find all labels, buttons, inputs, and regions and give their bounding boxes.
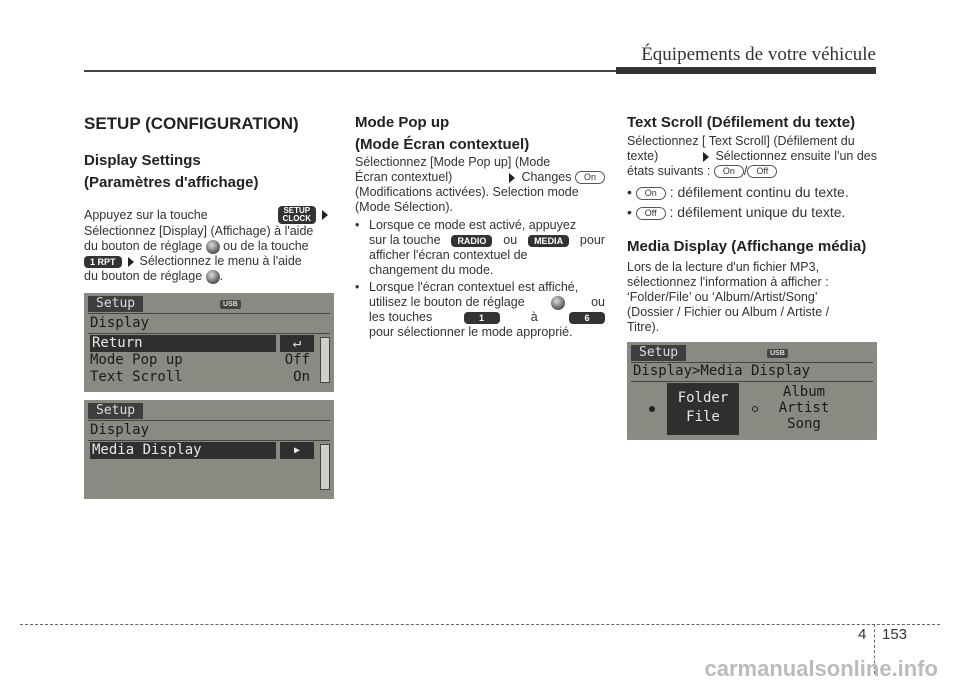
page-number: 153 xyxy=(882,626,908,643)
header-rule-accent xyxy=(616,67,876,74)
radio-button-icon: RADIO xyxy=(451,235,492,247)
off-button-icon: Off xyxy=(636,207,666,220)
radio-unselected-icon xyxy=(752,406,758,412)
media-display-screen xyxy=(627,342,877,440)
mode-popup-bullets: • Lorsque ce mode est activé, appuyez sur la touche RADIO ou MEDIA pour afficher l'écran contextuel de changement du mode. • Lorsque l'écran contextuel est affiché, utilisez le bouton de réglage ou les touches 1 à 6 pour sélectionner le mode approprié. xyxy=(355,218,605,339)
section-title: Équipements de votre véhicule xyxy=(641,44,876,65)
media-display-heading: Media Display (Affichange média) xyxy=(627,238,867,255)
display-settings-heading: Display Settings (Paramètres d'affichage) xyxy=(84,152,259,191)
radio-selected-icon xyxy=(649,406,655,412)
tune-knob-icon xyxy=(206,270,220,284)
on-button-icon: On xyxy=(714,165,744,178)
screen-scrollbar xyxy=(320,337,330,383)
screen-tab: Setup xyxy=(88,403,143,419)
screen-row-return: Return xyxy=(90,335,276,352)
screen-row-media-display: Media Display xyxy=(90,442,276,459)
arrow-icon xyxy=(128,257,134,267)
on-button-icon: On xyxy=(575,171,605,184)
screen-row-text-scroll: Text Scroll On xyxy=(90,369,310,385)
setup-clock-button-icon: SETUP CLOCK xyxy=(278,206,316,224)
text-scroll-options: • On : défilement continu du texte. • Off : défilement unique du texte. xyxy=(627,184,849,220)
option-album-artist-song: Album Artist Song xyxy=(778,384,830,432)
setup-screen-media xyxy=(84,400,334,499)
on-button-icon: On xyxy=(636,187,666,200)
text-scroll-heading: Text Scroll (Défilement du texte) xyxy=(627,114,856,131)
footer-rule xyxy=(20,624,940,625)
screen-row-mode-popup: Mode Pop up Off xyxy=(90,352,310,368)
button-1-icon: 1 xyxy=(464,312,500,324)
watermark: carmanualsonline.info xyxy=(704,656,938,681)
button-6-icon: 6 xyxy=(569,312,605,324)
mode-popup-paragraph: Sélectionnez [Mode Pop up] (Mode Écran contextuel) Changes On (Modifications activées). Selection mode (Mode Sélection). xyxy=(355,155,605,215)
screen-scrollbar xyxy=(320,444,330,490)
screen-tab: Setup xyxy=(88,296,143,312)
rpt-button-icon: 1 RPT xyxy=(84,256,122,268)
display-settings-paragraph: Appuyez sur la touche SETUP CLOCK Sélectionnez [Display] (Affichage) à l'aide du bouton de réglage ou de la touche 1 RPT Sélectionnez le menu à l'aide du bouton de réglage . xyxy=(84,206,334,284)
screen-row-title: Display xyxy=(90,422,150,438)
arrow-right-icon: ▶ xyxy=(280,442,314,459)
option-folder-file: Folder File xyxy=(667,383,739,435)
usb-icon: USB xyxy=(220,300,241,309)
main-heading: SETUP (CONFIGURATION) xyxy=(84,114,299,133)
media-display-paragraph: Lors de la lecture d'un fichier MP3, sélectionnez l'information à afficher : ‘Folder/File’ ou ‘Album/Artist/Song’ (Dossier / Fichier ou Album / Artiste / Titre). xyxy=(627,260,830,334)
tune-knob-icon xyxy=(206,240,220,254)
screen-tab: Setup xyxy=(631,345,686,361)
off-button-icon: Off xyxy=(747,165,777,178)
chapter-number: 4 xyxy=(858,626,867,643)
return-icon: ↵ xyxy=(280,335,314,352)
mode-popup-heading: Mode Pop up (Mode Écran contextuel) xyxy=(355,114,530,153)
text-scroll-paragraph: Sélectionnez [ Text Scroll] (Défilement du texte) Sélectionnez ensuite l'un des états suivants : On / Off xyxy=(627,134,877,178)
header-rule xyxy=(84,70,616,72)
setup-screen-display xyxy=(84,293,334,392)
usb-icon: USB xyxy=(767,349,788,358)
tune-knob-icon xyxy=(551,296,565,310)
screen-row-title: Display xyxy=(90,315,150,331)
arrow-icon xyxy=(509,173,515,183)
arrow-icon xyxy=(322,210,328,220)
screen-title: Display>Media Display xyxy=(633,363,811,379)
arrow-icon xyxy=(703,152,709,162)
media-button-icon: MEDIA xyxy=(528,235,569,247)
